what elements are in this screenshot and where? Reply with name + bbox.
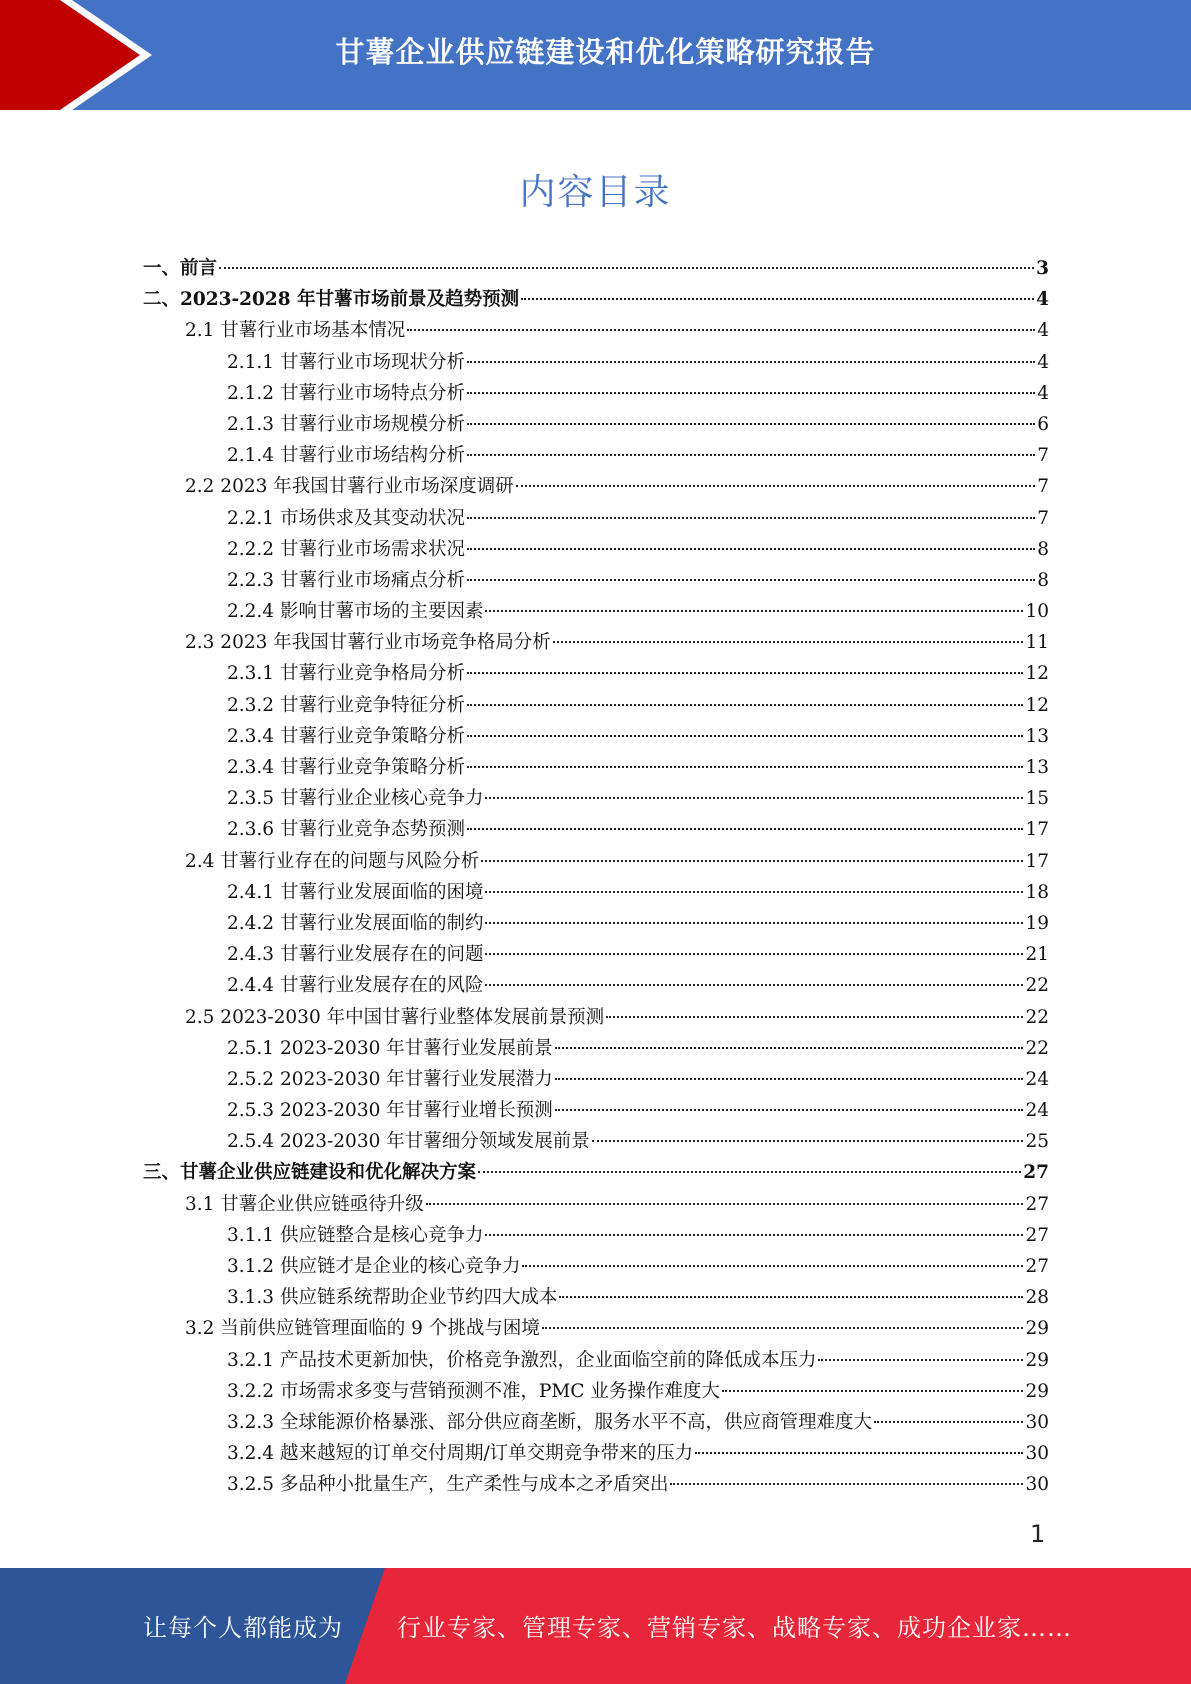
toc-leader-dots [467,672,1023,674]
report-title: 甘薯企业供应链建设和优化策略研究报告 [335,35,876,69]
toc-entry-page: 27 [1025,1193,1049,1215]
toc-entry-page: 8 [1037,569,1049,591]
toc-leader-dots [481,860,1023,862]
toc-leader-dots [555,1109,1024,1111]
toc-entry[interactable] [143,409,1049,440]
toc-entry-page: 4 [1037,351,1049,373]
toc-entry-page: 15 [1025,788,1049,810]
toc-leader-dots [722,1390,1024,1392]
toc-leader-dots [695,1452,1023,1454]
toc-entry-page: 7 [1037,507,1049,529]
toc-entry[interactable] [143,783,1049,814]
toc-entry-label: 2.1.3 甘薯行业市场规模分析 [227,413,465,435]
toc-entry-label: 2.3.4 甘薯行业竞争策略分析 [227,757,465,778]
toc-entry-label: 2.2.1 市场供求及其变动状况 [227,507,465,529]
toc-entry-page: 13 [1025,725,1049,747]
toc-entry-label: 2.4.4 甘薯行业发展存在的风险 [227,975,484,997]
toc-leader-dots [467,548,1035,550]
toc-entry-label: 2.3.1 甘薯行业竞争格局分析 [227,663,465,685]
toc-leader-dots [874,1421,1023,1423]
toc-leader-dots [467,517,1035,519]
footer-slogan-left: 让每个人都能成为 [143,1614,343,1642]
toc-entry[interactable] [143,877,1049,908]
toc-leader-dots [553,641,1024,643]
toc-entry[interactable] [143,1064,1049,1095]
toc-entry-label: 二、2023-2028 年甘薯市场前景及趋势预测 [143,289,520,311]
toc-entry-page: 7 [1037,445,1049,467]
page-footer [0,1568,1191,1684]
toc-entry-page: 3 [1036,258,1049,279]
toc-entry-page: 6 [1037,413,1049,435]
toc-entry-page: 17 [1025,819,1049,841]
toc-entry-page: 22 [1025,1006,1049,1028]
toc-entry[interactable] [143,1220,1049,1251]
toc-entry-label: 2.2.4 影响甘薯市场的主要因素 [227,601,484,623]
toc-entry[interactable] [143,378,1049,409]
toc-leader-dots [485,953,1023,955]
toc-leader-dots [426,1203,1024,1205]
toc-entry[interactable] [143,1407,1049,1438]
toc-leader-dots [467,735,1023,737]
toc-entry-label: 2.4 甘薯行业存在的问题与风险分析 [185,850,480,872]
page-header [0,0,1191,110]
toc-leader-dots [485,984,1023,986]
toc-leader-dots [467,392,1035,394]
toc-entry-label: 2.3.4 甘薯行业竞争策略分析 [227,725,465,747]
toc-entry-label: 2.2.2 甘薯行业市场需求状况 [227,538,465,560]
toc-entry[interactable] [143,1002,1049,1033]
toc-leader-dots [555,1047,1024,1049]
toc-leader-dots [467,361,1035,363]
toc-leader-dots [670,1483,1023,1485]
toc-entry-label: 2.5 2023-2030 年中国甘薯行业整体发展前景预测 [185,1006,605,1028]
toc-entry[interactable] [143,908,1049,939]
toc-entry-page: 21 [1025,944,1049,966]
toc-entry-label: 2.1.2 甘薯行业市场特点分析 [227,382,465,404]
toc-entry-label: 三、甘薯企业供应链建设和优化解决方案 [143,1162,477,1184]
toc-entry-page: 17 [1025,850,1049,872]
toc-entry-page: 18 [1025,881,1049,903]
toc-leader-dots [592,1140,1024,1142]
toc-entry-page: 11 [1025,632,1049,654]
toc-entry[interactable] [143,440,1049,471]
toc-entry-label: 3.1.2 供应链才是企业的核心竞争力 [227,1256,521,1277]
toc-entry-label: 2.5.2 2023-2030 年甘薯行业发展潜力 [227,1068,553,1090]
toc-entry[interactable] [143,690,1049,721]
toc-entry-page: 28 [1025,1287,1049,1309]
toc-entry-page: 27 [1025,1256,1049,1277]
toc-entry-label: 3.2.2 市场需求多变与营销预测不准，PMC 业务操作难度大 [227,1380,720,1402]
toc-entry[interactable] [143,596,1049,627]
toc-entry-page: 24 [1025,1068,1049,1090]
toc-entry-label: 3.1.3 供应链系统帮助企业节约四大成本 [227,1287,558,1309]
toc-leader-dots [516,485,1035,487]
toc-entry-label: 3.1 甘薯企业供应链亟待升级 [185,1193,424,1215]
toc-leader-dots [559,1296,1023,1298]
toc-entry-page: 29 [1025,1349,1049,1371]
toc-leader-dots [467,704,1023,706]
toc-entry[interactable] [143,1313,1049,1344]
toc-entry[interactable] [143,1438,1049,1469]
toc-entry[interactable] [143,1376,1049,1407]
toc-entry[interactable] [143,1095,1049,1126]
toc-entry-label: 2.5.3 2023-2030 年甘薯行业增长预测 [227,1100,553,1122]
toc-entry[interactable] [143,1126,1049,1157]
toc-entry[interactable] [143,284,1049,315]
toc-entry-page: 29 [1025,1318,1049,1340]
toc-leader-dots [407,329,1035,331]
toc-entry-page: 24 [1025,1100,1049,1122]
toc-leader-dots [485,1234,1023,1236]
toc-entry-label: 2.4.2 甘薯行业发展面临的制约 [227,912,484,934]
footer-slogan-right: 行业专家、管理专家、营销专家、战略专家、成功企业家…… [397,1614,1072,1642]
toc-leader-dots [485,922,1023,924]
toc-entry-label: 2.4.1 甘薯行业发展面临的困境 [227,881,484,903]
toc-entry[interactable] [143,814,1049,845]
toc-entry[interactable] [143,1251,1049,1282]
toc-entry[interactable] [143,721,1049,752]
toc-leader-dots [467,766,1023,768]
toc-entry[interactable] [143,658,1049,689]
toc-leader-dots [478,1171,1021,1173]
toc-entry-label: 2.2.3 甘薯行业市场痛点分析 [227,569,465,591]
toc-leader-dots [467,828,1023,830]
toc-entry[interactable] [143,253,1049,284]
toc-entry-page: 12 [1025,694,1049,716]
toc-entry[interactable] [143,534,1049,565]
toc-entry-label: 2.3.2 甘薯行业竞争特征分析 [227,694,465,716]
toc-entry-page: 27 [1025,1224,1049,1246]
toc-entry-page: 22 [1025,1037,1049,1059]
toc-entry[interactable] [143,1189,1049,1220]
toc-entry-page: 7 [1037,476,1049,498]
toc-entry[interactable] [143,939,1049,970]
toc-entry-label: 2.5.4 2023-2030 年甘薯细分领域发展前景 [227,1131,590,1153]
toc-leader-dots [485,797,1023,799]
toc-entry[interactable] [143,315,1049,346]
toc-leader-dots [606,1016,1023,1018]
toc-entry-page: 25 [1025,1131,1049,1153]
toc-entry-label: 3.2 当前供应链管理面临的 9 个挑战与困境 [185,1318,540,1340]
toc-entry-label: 3.2.1 产品技术更新加快，价格竞争激烈，企业面临空前的降低成本压力 [227,1349,817,1371]
page-number: 1 [1030,1520,1046,1548]
toc-entry-label: 2.3.6 甘薯行业竞争态势预测 [227,819,465,841]
toc-leader-dots [555,1078,1024,1080]
toc-leader-dots [467,579,1035,581]
toc-entry-label: 2.4.3 甘薯行业发展存在的问题 [227,944,484,966]
toc-entry[interactable] [143,1345,1049,1376]
toc-entry-label: 3.2.3 全球能源价格暴涨、部分供应商垄断，服务水平不高，供应商管理难度大 [227,1411,872,1433]
toc-entry-page: 4 [1036,289,1049,311]
toc-entry-label: 2.1.4 甘薯行业市场结构分析 [227,445,465,467]
toc-leader-dots [467,454,1035,456]
toc-leader-dots [521,298,1034,300]
toc-entry-label: 2.3 2023 年我国甘薯行业市场竞争格局分析 [185,632,551,654]
toc-entry-label: 2.1 甘薯行业市场基本情况 [185,320,406,342]
table-of-contents [143,253,1049,1501]
toc-leader-dots [485,610,1023,612]
toc-leader-dots [467,423,1035,425]
toc-entry[interactable] [143,347,1049,378]
toc-entry-page: 8 [1037,538,1049,560]
toc-entry[interactable] [143,1469,1049,1500]
toc-entry-page: 4 [1037,320,1049,342]
toc-entry-page: 19 [1025,912,1049,934]
toc-entry[interactable] [143,565,1049,596]
toc-entry-page: 13 [1025,757,1049,778]
toc-leader-dots [542,1327,1024,1329]
toc-entry-label: 2.2 2023 年我国甘薯行业市场深度调研 [185,476,514,498]
toc-entry-label: 2.3.5 甘薯行业企业核心竞争力 [227,788,484,810]
toc-leader-dots [818,1359,1023,1361]
toc-entry-label: 2.1.1 甘薯行业市场现状分析 [227,351,465,373]
toc-entry[interactable] [143,1282,1049,1313]
toc-entry-label: 3.1.1 供应链整合是核心竞争力 [227,1224,484,1246]
toc-heading: 内容目录 [519,172,672,213]
toc-entry-label: 3.2.4 越来越短的订单交付周期/订单交期竞争带来的压力 [227,1443,694,1465]
toc-entry-page: 29 [1025,1380,1049,1402]
toc-entry-page: 12 [1025,663,1049,685]
toc-entry-page: 30 [1025,1443,1049,1465]
toc-leader-dots [219,267,1034,269]
toc-entry-page: 30 [1025,1474,1049,1496]
toc-entry[interactable] [143,471,1049,502]
toc-entry-page: 30 [1025,1411,1049,1433]
toc-entry[interactable] [143,627,1049,658]
toc-entry[interactable] [143,752,1049,783]
toc-entry-label: 一、前言 [143,258,218,279]
toc-entry[interactable] [143,970,1049,1001]
toc-entry[interactable] [143,1033,1049,1064]
toc-entry-page: 27 [1023,1162,1049,1184]
toc-entry[interactable] [143,503,1049,534]
toc-entry-page: 10 [1025,601,1049,623]
toc-entry-label: 3.2.5 多品种小批量生产，生产柔性与成本之矛盾突出 [227,1474,669,1496]
toc-leader-dots [522,1265,1023,1267]
toc-entry[interactable] [143,1157,1049,1188]
toc-entry[interactable] [143,846,1049,877]
toc-entry-page: 22 [1025,975,1049,997]
toc-leader-dots [485,891,1023,893]
toc-entry-label: 2.5.1 2023-2030 年甘薯行业发展前景 [227,1037,553,1059]
toc-entry-page: 4 [1037,382,1049,404]
